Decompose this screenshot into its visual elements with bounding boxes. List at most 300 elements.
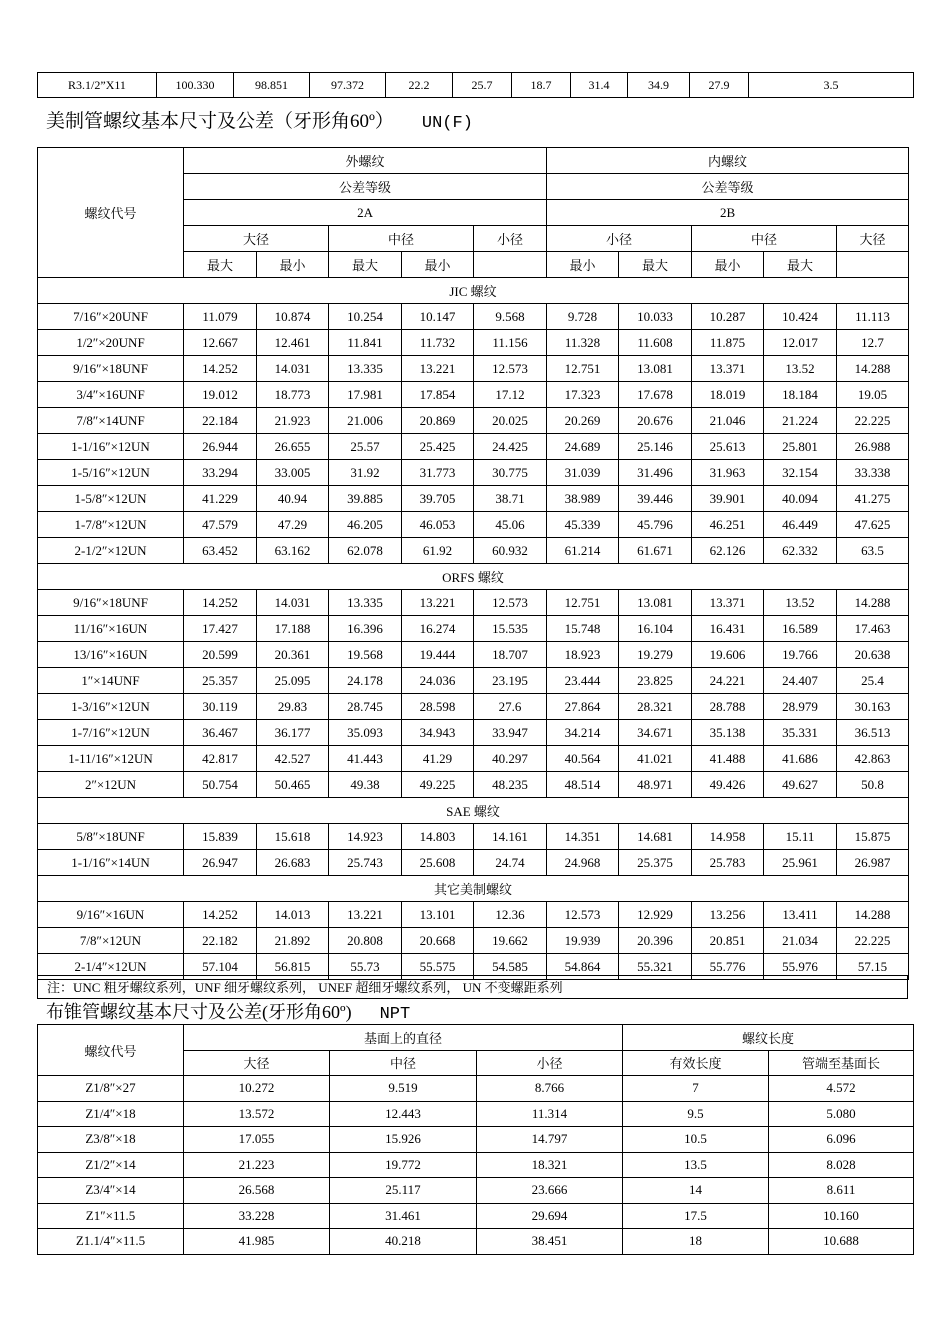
cell: 41.443 [329, 746, 402, 772]
table-row [38, 1076, 914, 1102]
cell: 28.321 [619, 694, 692, 720]
cell: 33.338 [837, 460, 909, 486]
cell: 13.52 [764, 590, 837, 616]
thread-code: Z1.1/4″×11.5 [38, 1229, 184, 1255]
header-max: 最大 [329, 252, 402, 278]
cell: 46.053 [402, 512, 474, 538]
cell: 11.608 [619, 330, 692, 356]
cell: R3.1/2”X11 [38, 73, 157, 98]
un-section-title [46, 106, 473, 133]
cell: 28.598 [402, 694, 474, 720]
thread-code: 2-1/4″×12UN [38, 954, 184, 980]
cell: 16.274 [402, 616, 474, 642]
cell: 14 [623, 1178, 769, 1204]
cell: 22.184 [184, 408, 257, 434]
cell: 21.224 [764, 408, 837, 434]
header-grade-int: 2B [547, 200, 909, 226]
thread-code: 13/16″×16UN [38, 642, 184, 668]
thread-code: 11/16″×16UN [38, 616, 184, 642]
cell: 60.932 [474, 538, 547, 564]
cell: 39.901 [692, 486, 764, 512]
cell: 18 [623, 1229, 769, 1255]
cell: 15.926 [330, 1127, 477, 1153]
header-row [38, 1025, 914, 1051]
table-row [38, 668, 909, 694]
table-row [38, 434, 909, 460]
cell: 62.126 [692, 538, 764, 564]
header-pitch-ext: 中径 [329, 226, 474, 252]
header-minor: 小径 [477, 1050, 623, 1076]
cell: 22.182 [184, 928, 257, 954]
cell: 35.093 [329, 720, 402, 746]
cell: 41.229 [184, 486, 257, 512]
cell: 31.461 [330, 1203, 477, 1229]
table-row [38, 1127, 914, 1153]
cell: 8.611 [769, 1178, 914, 1204]
cell: 42.863 [837, 746, 909, 772]
cell: 24.178 [329, 668, 402, 694]
cell: 6.096 [769, 1127, 914, 1153]
cell: 24.425 [474, 434, 547, 460]
header-minor-int: 小径 [547, 226, 692, 252]
cell: 9.568 [474, 304, 547, 330]
cell: 17.678 [619, 382, 692, 408]
cell: 14.288 [837, 356, 909, 382]
thread-code: 1-5/16″×12UN [38, 460, 184, 486]
table-row [38, 772, 909, 798]
cell: 12.017 [764, 330, 837, 356]
cell: 30.119 [184, 694, 257, 720]
cell: 30.775 [474, 460, 547, 486]
cell: 19.662 [474, 928, 547, 954]
cell: 41.275 [837, 486, 909, 512]
cell: 17.427 [184, 616, 257, 642]
cell: 40.297 [474, 746, 547, 772]
cell: 10.147 [402, 304, 474, 330]
cell: 22.2 [386, 73, 453, 98]
section-header-row [38, 798, 909, 824]
cell: 47.625 [837, 512, 909, 538]
header-end-to-base: 管端至基面长 [769, 1050, 914, 1076]
cell: 16.396 [329, 616, 402, 642]
cell: 26.655 [257, 434, 329, 460]
cell: 20.869 [402, 408, 474, 434]
cell: 55.575 [402, 954, 474, 980]
cell: 15.535 [474, 616, 547, 642]
cell: 19.568 [329, 642, 402, 668]
cell: 14.351 [547, 824, 619, 850]
cell: 14.803 [402, 824, 474, 850]
cell: 10.424 [764, 304, 837, 330]
thread-code: Z3/8″×18 [38, 1127, 184, 1153]
header-min: 最小 [692, 252, 764, 278]
un-thread-table [37, 147, 909, 980]
cell: 14.013 [257, 902, 329, 928]
section-header-row [38, 564, 909, 590]
cell: 25.7 [453, 73, 512, 98]
cell: 20.599 [184, 642, 257, 668]
cell: 18.7 [512, 73, 571, 98]
cell: 24.689 [547, 434, 619, 460]
header-diameter-group: 基面上的直径 [184, 1025, 623, 1051]
cell: 54.864 [547, 954, 619, 980]
cell: 33.005 [257, 460, 329, 486]
cell: 11.328 [547, 330, 619, 356]
cell: 10.033 [619, 304, 692, 330]
cell: 30.163 [837, 694, 909, 720]
cell: 55.976 [764, 954, 837, 980]
cell: 13.221 [329, 902, 402, 928]
cell: 55.776 [692, 954, 764, 980]
cell: 33.294 [184, 460, 257, 486]
header-major-ext: 大径 [184, 226, 329, 252]
cell: 13.335 [329, 356, 402, 382]
table-note: 注：UNC 粗牙螺纹系列，UNF 细牙螺纹系列， UNEF 超细牙螺纹系列， UN 不变螺距系列 [37, 975, 908, 999]
cell: 49.38 [329, 772, 402, 798]
cell: 17.055 [184, 1127, 330, 1153]
cell: 27.9 [690, 73, 749, 98]
table-row [38, 642, 909, 668]
table-row [38, 304, 909, 330]
cell: 20.851 [692, 928, 764, 954]
cell: 45.339 [547, 512, 619, 538]
cell: 41.985 [184, 1229, 330, 1255]
cell: 26.944 [184, 434, 257, 460]
cell: 15.748 [547, 616, 619, 642]
cell: 10.272 [184, 1076, 330, 1102]
cell: 21.892 [257, 928, 329, 954]
table-row [38, 694, 909, 720]
cell: 49.627 [764, 772, 837, 798]
cell: 11.314 [477, 1101, 623, 1127]
cell: 27.864 [547, 694, 619, 720]
cell: 32.154 [764, 460, 837, 486]
cell: 24.74 [474, 850, 547, 876]
cell: 25.425 [402, 434, 474, 460]
cell: 25.608 [402, 850, 474, 876]
header-effective-length: 有效长度 [623, 1050, 769, 1076]
cell: 20.808 [329, 928, 402, 954]
cell: 34.9 [628, 73, 690, 98]
cell: 25.095 [257, 668, 329, 694]
cell: 50.754 [184, 772, 257, 798]
cell: 41.488 [692, 746, 764, 772]
cell: 14.031 [257, 590, 329, 616]
cell: 28.745 [329, 694, 402, 720]
thread-code: 7/8″×12UN [38, 928, 184, 954]
npt-section-title [46, 998, 410, 1024]
cell: 14.161 [474, 824, 547, 850]
cell: 23.825 [619, 668, 692, 694]
cell: 17.188 [257, 616, 329, 642]
un-table-body [38, 278, 909, 980]
thread-code: 9/16″×16UN [38, 902, 184, 928]
cell: 25.743 [329, 850, 402, 876]
cell: 24.407 [764, 668, 837, 694]
cell: 29.83 [257, 694, 329, 720]
thread-code: 7/16″×20UNF [38, 304, 184, 330]
cell: 22.225 [837, 408, 909, 434]
cell: 21.223 [184, 1152, 330, 1178]
header-minor-ext: 小径 [474, 226, 547, 252]
cell: 26.683 [257, 850, 329, 876]
cell: 14.923 [329, 824, 402, 850]
cell: 18.019 [692, 382, 764, 408]
cell: 31.496 [619, 460, 692, 486]
cell: 15.618 [257, 824, 329, 850]
section-title: ORFS 螺纹 [38, 564, 909, 590]
cell: 17.12 [474, 382, 547, 408]
thread-code: 1″×14UNF [38, 668, 184, 694]
thread-code: 1/2″×20UNF [38, 330, 184, 356]
header-min: 最小 [547, 252, 619, 278]
cell: 33.228 [184, 1203, 330, 1229]
cell: 48.971 [619, 772, 692, 798]
cell: 48.235 [474, 772, 547, 798]
cell: 41.29 [402, 746, 474, 772]
cell: 10.874 [257, 304, 329, 330]
header-max: 最大 [619, 252, 692, 278]
cell: 48.514 [547, 772, 619, 798]
cell: 13.371 [692, 590, 764, 616]
cell: 25.57 [329, 434, 402, 460]
cell: 20.638 [837, 642, 909, 668]
cell: 19.606 [692, 642, 764, 668]
cell: 46.251 [692, 512, 764, 538]
cell: 42.817 [184, 746, 257, 772]
cell: 19.012 [184, 382, 257, 408]
thread-code: 1-7/16″×12UN [38, 720, 184, 746]
thread-code: 2-1/2″×12UN [38, 538, 184, 564]
cell: 63.452 [184, 538, 257, 564]
section-title: SAE 螺纹 [38, 798, 909, 824]
cell: 10.160 [769, 1203, 914, 1229]
header-tolerance-int: 公差等级 [547, 174, 909, 200]
header-pitch: 中径 [330, 1050, 477, 1076]
cell: 46.449 [764, 512, 837, 538]
thread-code: Z1″×11.5 [38, 1203, 184, 1229]
cell: 12.751 [547, 356, 619, 382]
cell: 26.947 [184, 850, 257, 876]
table-row [38, 720, 909, 746]
thread-code: 1-3/16″×12UN [38, 694, 184, 720]
cell: 14.681 [619, 824, 692, 850]
cell: 25.961 [764, 850, 837, 876]
cell: 42.527 [257, 746, 329, 772]
cell: 61.92 [402, 538, 474, 564]
thread-code: 2″×12UN [38, 772, 184, 798]
header-tolerance-ext: 公差等级 [184, 174, 547, 200]
cell: 18.923 [547, 642, 619, 668]
cell: 21.923 [257, 408, 329, 434]
cell: 50.465 [257, 772, 329, 798]
cell: 25.375 [619, 850, 692, 876]
header-length-group: 螺纹长度 [623, 1025, 914, 1051]
cell: 15.875 [837, 824, 909, 850]
npt-title-text: 布锥管螺纹基本尺寸及公差(牙形角60º) [46, 1002, 352, 1022]
cell: 97.372 [310, 73, 386, 98]
cell: 57.104 [184, 954, 257, 980]
table-row [38, 850, 909, 876]
cell: 62.332 [764, 538, 837, 564]
header-empty [474, 252, 547, 278]
thread-code: Z1/8″×27 [38, 1076, 184, 1102]
thread-code: 9/16″×18UNF [38, 356, 184, 382]
cell: 17.5 [623, 1203, 769, 1229]
cell: 21.046 [692, 408, 764, 434]
table-row [38, 512, 909, 538]
cell: 3.5 [749, 73, 914, 98]
cell: 12.36 [474, 902, 547, 928]
table-row [38, 1203, 914, 1229]
cell: 15.839 [184, 824, 257, 850]
cell: 40.218 [330, 1229, 477, 1255]
cell: 4.572 [769, 1076, 914, 1102]
cell: 25.4 [837, 668, 909, 694]
section-header-row [38, 278, 909, 304]
cell: 34.214 [547, 720, 619, 746]
cell: 61.214 [547, 538, 619, 564]
cell: 23.666 [477, 1178, 623, 1204]
cell: 11.156 [474, 330, 547, 356]
cell: 14.252 [184, 356, 257, 382]
cell: 13.221 [402, 590, 474, 616]
cell: 13.101 [402, 902, 474, 928]
cell: 20.269 [547, 408, 619, 434]
cell: 55.73 [329, 954, 402, 980]
table-row [38, 73, 914, 98]
cell: 17.323 [547, 382, 619, 408]
un-title-text: 美制管螺纹基本尺寸及公差（牙形角60º） [46, 111, 394, 132]
thread-code: Z3/4″×14 [38, 1178, 184, 1204]
cell: 13.221 [402, 356, 474, 382]
cell: 45.06 [474, 512, 547, 538]
npt-thread-table [37, 1024, 914, 1255]
cell: 49.225 [402, 772, 474, 798]
cell: 34.671 [619, 720, 692, 746]
cell: 34.943 [402, 720, 474, 746]
cell: 13.335 [329, 590, 402, 616]
header-code-label: 螺纹代号 [38, 1025, 184, 1076]
table-row [38, 538, 909, 564]
header-internal: 内螺纹 [547, 148, 909, 174]
cell: 13.371 [692, 356, 764, 382]
cell: 24.221 [692, 668, 764, 694]
cell: 57.15 [837, 954, 909, 980]
cell: 61.671 [619, 538, 692, 564]
cell: 12.751 [547, 590, 619, 616]
thread-code: 1-11/16″×12UN [38, 746, 184, 772]
cell: 35.331 [764, 720, 837, 746]
cell: 28.788 [692, 694, 764, 720]
cell: 10.254 [329, 304, 402, 330]
cell: 13.5 [623, 1152, 769, 1178]
cell: 25.783 [692, 850, 764, 876]
cell: 12.7 [837, 330, 909, 356]
cell: 22.225 [837, 928, 909, 954]
cell: 24.968 [547, 850, 619, 876]
header-external: 外螺纹 [184, 148, 547, 174]
cell: 19.772 [330, 1152, 477, 1178]
cell: 39.705 [402, 486, 474, 512]
cell: 31.4 [571, 73, 628, 98]
cell: 25.357 [184, 668, 257, 694]
cell: 13.081 [619, 590, 692, 616]
header-max: 最大 [184, 252, 257, 278]
cell: 7 [623, 1076, 769, 1102]
table-row [38, 382, 909, 408]
previous-table-row [37, 72, 914, 98]
cell: 24.036 [402, 668, 474, 694]
cell: 19.939 [547, 928, 619, 954]
thread-code: Z1/4″×18 [38, 1101, 184, 1127]
cell: 36.513 [837, 720, 909, 746]
table-row [38, 460, 909, 486]
thread-code: Z1/2″×14 [38, 1152, 184, 1178]
cell: 26.568 [184, 1178, 330, 1204]
cell: 21.006 [329, 408, 402, 434]
cell: 14.031 [257, 356, 329, 382]
cell: 14.797 [477, 1127, 623, 1153]
cell: 39.885 [329, 486, 402, 512]
cell: 11.841 [329, 330, 402, 356]
cell: 21.034 [764, 928, 837, 954]
cell: 26.987 [837, 850, 909, 876]
table-row [38, 902, 909, 928]
table-row [38, 1229, 914, 1255]
un-title-code: UN(F) [421, 114, 473, 133]
cell: 19.279 [619, 642, 692, 668]
cell: 14.958 [692, 824, 764, 850]
cell: 12.573 [547, 902, 619, 928]
table-row [38, 1101, 914, 1127]
cell: 17.854 [402, 382, 474, 408]
cell: 20.668 [402, 928, 474, 954]
cell: 50.8 [837, 772, 909, 798]
table-row [38, 356, 909, 382]
cell: 45.796 [619, 512, 692, 538]
cell: 5.080 [769, 1101, 914, 1127]
cell: 19.444 [402, 642, 474, 668]
cell: 27.6 [474, 694, 547, 720]
cell: 8.028 [769, 1152, 914, 1178]
header-major: 大径 [184, 1050, 330, 1076]
header-row [38, 148, 909, 174]
cell: 40.94 [257, 486, 329, 512]
cell: 36.467 [184, 720, 257, 746]
cell: 41.021 [619, 746, 692, 772]
cell: 36.177 [257, 720, 329, 746]
thread-code: 1-1/16″×14UN [38, 850, 184, 876]
cell: 46.205 [329, 512, 402, 538]
cell: 25.613 [692, 434, 764, 460]
header-code-label: 螺纹代号 [38, 148, 184, 278]
cell: 16.104 [619, 616, 692, 642]
section-title: 其它美制螺纹 [38, 876, 909, 902]
thread-code: 5/8″×18UNF [38, 824, 184, 850]
cell: 20.396 [619, 928, 692, 954]
cell: 31.92 [329, 460, 402, 486]
cell: 11.113 [837, 304, 909, 330]
section-title: JIC 螺纹 [38, 278, 909, 304]
cell: 18.184 [764, 382, 837, 408]
cell: 20.361 [257, 642, 329, 668]
cell: 56.815 [257, 954, 329, 980]
cell: 16.431 [692, 616, 764, 642]
cell: 13.411 [764, 902, 837, 928]
cell: 20.025 [474, 408, 547, 434]
table-row [38, 590, 909, 616]
